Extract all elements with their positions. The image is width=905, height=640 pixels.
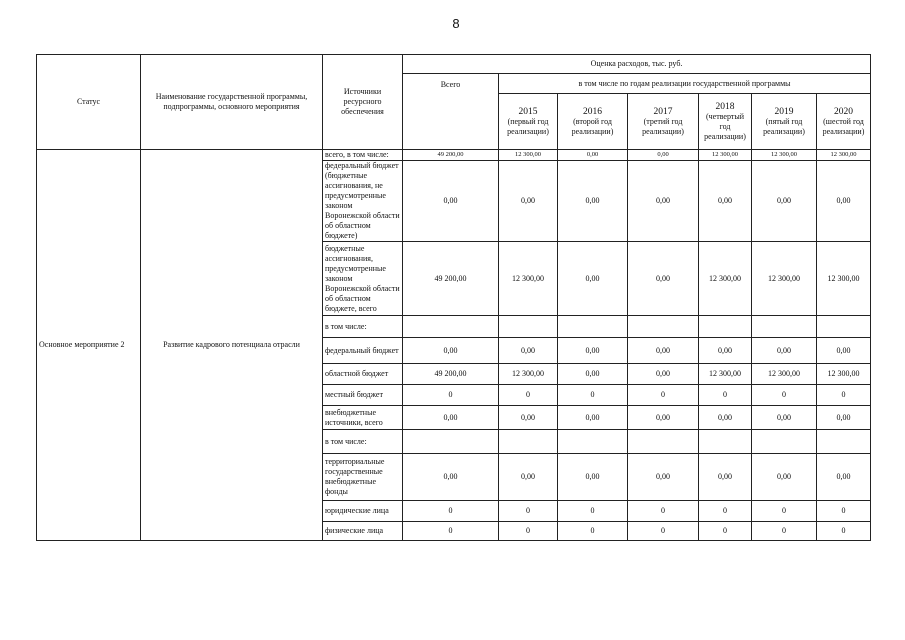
value-year: 0 — [558, 522, 628, 541]
value-year: 0,00 — [752, 454, 817, 501]
value-year: 12 300,00 — [499, 150, 558, 161]
value-year: 0,00 — [628, 454, 699, 501]
value-year: 0,00 — [628, 364, 699, 385]
header-year-2016 — [558, 94, 628, 150]
value-total: 0,00 — [403, 338, 499, 364]
value-year: 0,00 — [628, 406, 699, 430]
value-total: 0,00 — [403, 454, 499, 501]
value-year: 0 — [817, 385, 871, 406]
source-label: всего, в том числе: — [323, 150, 403, 161]
value-year — [817, 316, 871, 338]
header-year-label: (второй год реализации) — [571, 116, 614, 136]
value-total: 49 200,00 — [403, 364, 499, 385]
value-year: 0 — [628, 501, 699, 522]
value-year: 0,00 — [558, 150, 628, 161]
value-year — [499, 316, 558, 338]
value-year: 12 300,00 — [817, 364, 871, 385]
value-year — [752, 316, 817, 338]
header-year-label: (первый год реализации) — [507, 116, 549, 136]
value-year: 12 300,00 — [752, 364, 817, 385]
source-label: бюджетные ассигнования, предусмотренные законом Воронежской области об областном бюджете, всего — [323, 242, 403, 316]
source-label: федеральный бюджет — [323, 338, 403, 364]
value-year: 12 300,00 — [699, 364, 752, 385]
header-estimate: Оценка расходов, тыс. руб. — [403, 55, 871, 74]
header-year-label: (шестой год реализации) — [822, 116, 865, 136]
value-year: 12 300,00 — [699, 242, 752, 316]
header-year-number: 2020 — [834, 106, 853, 117]
header-year-2015 — [499, 94, 558, 150]
header-name: Наименование государственной программы, подпрограммы, основного мероприятия — [141, 55, 323, 150]
value-year: 0 — [752, 522, 817, 541]
header-year-label: (четвертый год реализации) — [704, 111, 746, 141]
value-total: 0 — [403, 501, 499, 522]
header-year-number: 2019 — [774, 106, 794, 117]
value-total: 0,00 — [403, 161, 499, 242]
header-year-number: 2015 — [518, 106, 538, 117]
source-label: федеральный бюджет (бюджетные ассигнования, не предусмотренные законом Воронежской области об областном бюджете) — [323, 161, 403, 242]
value-year — [558, 316, 628, 338]
value-year: 12 300,00 — [752, 242, 817, 316]
header-year-number: 2016 — [583, 106, 602, 117]
value-year: 12 300,00 — [499, 242, 558, 316]
header-row-1 — [37, 55, 871, 74]
value-year: 0,00 — [499, 406, 558, 430]
value-total: 0 — [403, 385, 499, 406]
value-total: 0 — [403, 522, 499, 541]
header-by-years: в том числе по годам реализации государственной программы — [499, 74, 871, 94]
value-year: 0 — [752, 501, 817, 522]
value-year: 0 — [699, 501, 752, 522]
value-year: 0,00 — [752, 161, 817, 242]
source-label: в том числе: — [323, 430, 403, 454]
value-total: 49 200,00 — [403, 242, 499, 316]
item-status: Основное мероприятие 2 — [37, 150, 141, 541]
value-year: 12 300,00 — [817, 242, 871, 316]
header-year-2019 — [752, 94, 817, 150]
value-year: 0,00 — [558, 242, 628, 316]
budget-table — [36, 54, 871, 541]
value-year — [699, 430, 752, 454]
value-year — [558, 430, 628, 454]
page-number: 8 — [452, 16, 460, 31]
value-year: 0,00 — [628, 150, 699, 161]
value-year: 0,00 — [699, 406, 752, 430]
value-year: 0 — [699, 385, 752, 406]
value-year — [499, 430, 558, 454]
value-total — [403, 316, 499, 338]
source-label: физические лица — [323, 522, 403, 541]
value-year: 0,00 — [499, 338, 558, 364]
source-label: внебюджетные источники, всего — [323, 406, 403, 430]
source-label: в том числе: — [323, 316, 403, 338]
value-year — [699, 316, 752, 338]
value-year: 0,00 — [558, 364, 628, 385]
value-year: 0 — [699, 522, 752, 541]
value-year: 0,00 — [499, 454, 558, 501]
header-year-2020 — [817, 94, 871, 150]
value-year: 0,00 — [699, 338, 752, 364]
value-year: 0,00 — [699, 161, 752, 242]
header-year-number: 2017 — [653, 106, 673, 117]
value-year: 0,00 — [558, 338, 628, 364]
value-year: 0,00 — [558, 406, 628, 430]
header-year-2017 — [628, 94, 699, 150]
value-year: 0,00 — [817, 454, 871, 501]
value-year: 0,00 — [817, 406, 871, 430]
header-year-2018 — [699, 94, 752, 150]
header-status: Статус — [37, 55, 141, 150]
value-year: 12 300,00 — [752, 150, 817, 161]
value-year: 0 — [558, 385, 628, 406]
header-total: Всего — [403, 74, 499, 150]
value-year: 12 300,00 — [499, 364, 558, 385]
source-label: территориальные государственные внебюджетные фонды — [323, 454, 403, 501]
value-year: 0 — [628, 522, 699, 541]
header-year-label: (третий год реализации) — [642, 116, 684, 136]
value-year: 0 — [628, 385, 699, 406]
value-year: 0 — [817, 522, 871, 541]
header-year-label: (пятый год реализации) — [763, 116, 805, 136]
value-year: 0 — [558, 501, 628, 522]
value-year — [628, 316, 699, 338]
source-label: местный бюджет — [323, 385, 403, 406]
value-year — [817, 430, 871, 454]
value-year: 0,00 — [752, 406, 817, 430]
value-year: 0,00 — [499, 161, 558, 242]
value-total: 49 200,00 — [403, 150, 499, 161]
value-year: 0,00 — [817, 161, 871, 242]
value-year: 12 300,00 — [817, 150, 871, 161]
value-year: 0 — [499, 385, 558, 406]
value-year: 0 — [752, 385, 817, 406]
value-year: 0,00 — [699, 454, 752, 501]
value-year: 0,00 — [817, 338, 871, 364]
value-year — [752, 430, 817, 454]
value-year: 0,00 — [558, 454, 628, 501]
item-name: Развитие кадрового потенциала отрасли — [141, 150, 323, 541]
value-year: 0 — [499, 501, 558, 522]
value-total: 0,00 — [403, 406, 499, 430]
value-year: 0 — [817, 501, 871, 522]
value-year: 0 — [499, 522, 558, 541]
header-sources: Источники ресурсного обеспечения — [323, 55, 403, 150]
value-year: 0,00 — [628, 161, 699, 242]
value-total — [403, 430, 499, 454]
table-row — [37, 150, 871, 161]
value-year: 0,00 — [628, 338, 699, 364]
value-year: 0,00 — [558, 161, 628, 242]
value-year: 12 300,00 — [699, 150, 752, 161]
value-year — [628, 430, 699, 454]
value-year: 0,00 — [628, 242, 699, 316]
source-label: областной бюджет — [323, 364, 403, 385]
source-label: юридические лица — [323, 501, 403, 522]
value-year: 0,00 — [752, 338, 817, 364]
header-year-number: 2018 — [715, 101, 735, 112]
